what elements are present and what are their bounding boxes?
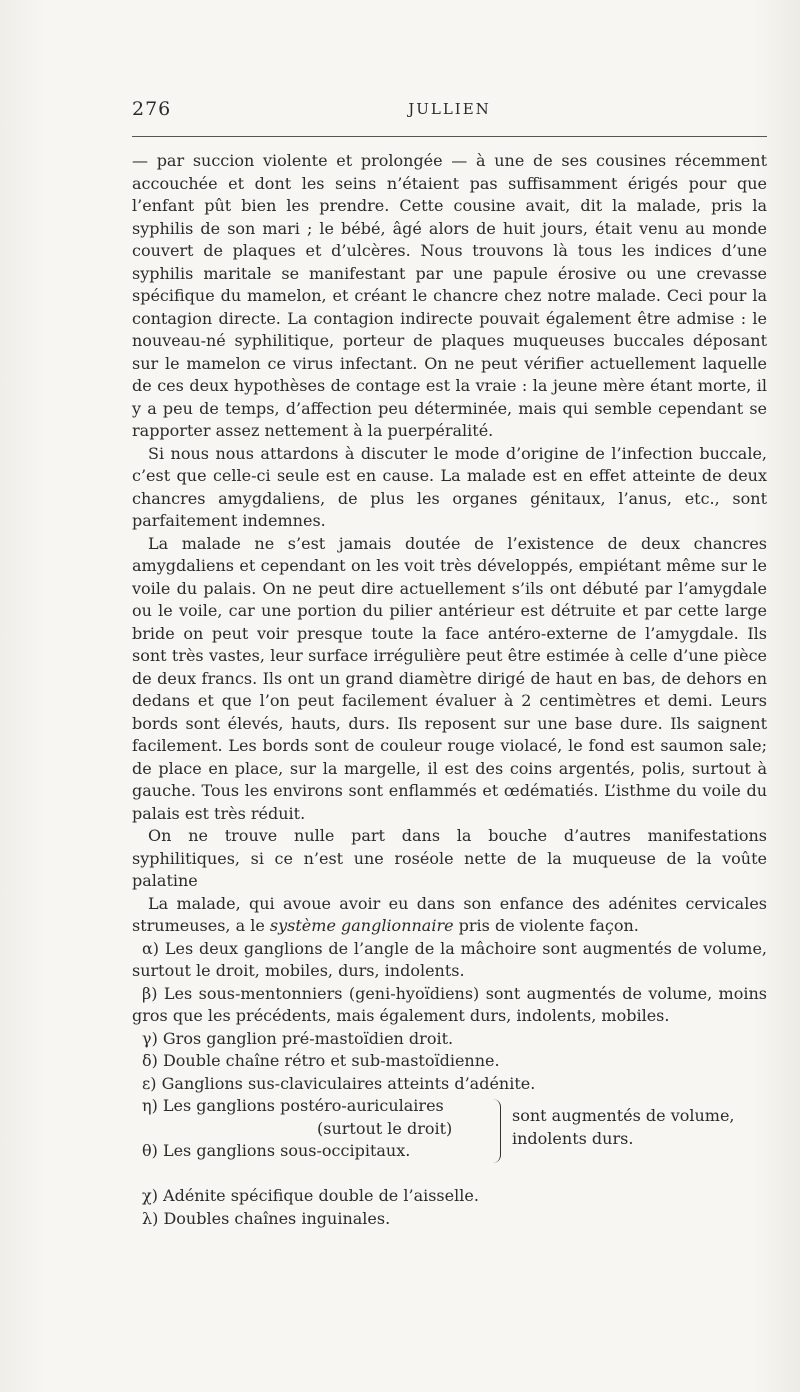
paragraph: Si nous nous attardons à discuter le mode d’origine de l’infection buccale, c’est que celle-ci seule est en cause. La malade est en effet atteinte de deux chancres amygdaliens, de plus les organes génitaux, l’anus, etc., sont parfaitement indemnes. bbox=[132, 443, 767, 530]
paragraph: — par succion violente et prolongée — à une de ses cousines récemment accouchée et dont les seins n’étaient pas suffisamment érigés pour que l’enfant pût bien les prendre. Cette cousine avait, dit la malade, pris la syphilis de son mari ; le bébé, âgé alors de huit jours, était venu au monde couvert de plaques et d’ulcères. Nous trouvons là tous les indices d’une syphilis maritale se manifestant par une papule érosive ou une crevasse spécifique du mamelon, et créant le chancre chez notre malade. Ceci pour la contagion directe. La contagion indirecte pouvait également être admise : le nouveau-né syphilitique, porteur de plaques muqueuses buccales déposant sur le mamelon ce virus infectant. On ne peut vérifier actuellement laquelle de ces deux hypothèses de contage est la vraie : la jeune mère étant morte, il y a peu de temps, d’affection peu déterminée, mais qui semble cependant se rapporter assez nettement à la puerpéralité. bbox=[132, 151, 767, 440]
braced-group-shared-text: sont augmentés de volume, indolents durs. bbox=[512, 1106, 735, 1148]
paragraph: On ne trouve nulle part dans la bouche d’autres manifestations syphilitiques, si ce n’est une roséole nette de la muqueuse de la voûte palatine bbox=[132, 826, 767, 890]
list-item: λ) Doubles chaînes inguinales. bbox=[142, 1208, 391, 1228]
braced-group bbox=[132, 1095, 767, 1185]
list-item: δ) Double chaîne rétro et sub-mastoïdienne. bbox=[142, 1051, 500, 1070]
list-item-continuation: (surtout le droit) bbox=[317, 1118, 453, 1138]
list-item: θ) Les ganglions sous-occipitaux. bbox=[142, 1141, 411, 1160]
list-item: ε) Ganglions sus-claviculaires atteints d’adénite. bbox=[142, 1073, 536, 1093]
list-item: α) Les deux ganglions de l’angle de la mâchoire sont augmentés de volume, surtout le droit, mobiles, durs, indolents. bbox=[132, 938, 767, 980]
list-item: η) Les ganglions postéro-auriculaires bbox=[142, 1096, 444, 1115]
page-header bbox=[132, 96, 767, 130]
body-text bbox=[132, 150, 767, 1230]
braced-group-items bbox=[132, 1095, 502, 1163]
paragraph: La malade ne s’est jamais doutée de l’existence de deux chancres amygdaliens et cependant on les voit très développés, empiétant même sur le voile du palais. On ne peut dire actuellement s’ils ont débuté par l’amygdale ou le voile, car une portion du pilier antérieur est détruite et par cette large bride on peut voir presque toute la face antéro-externe de l’amygdale. Ils sont très vastes, leur surface irrégulière peut être estimée à celle d’une pièce de deux francs. Ils ont un grand diamètre dirigé de haut en bas, de dehors en dedans et que l’on peut facilement évaluer à 2 centimètres et demi. Leurs bords sont élevés, hauts, durs. Ils reposent sur une base dure. Ils saignent facilement. Les bords sont de couleur rouge violacé, le fond est saumon sale; de place en place, sur la margelle, il est des coins argentés, polis, surtout à gauche. Tous les environs sont enflammés et œdématiés. L’isthme du voile du palais est très réduit. bbox=[132, 533, 767, 823]
paragraph-adenite bbox=[132, 893, 767, 938]
adenite-text-before: La malade, qui avoue avoir eu dans son enfance des adénites cervicales strumeuses, a le bbox=[132, 893, 767, 935]
list-item: χ) Adénite spécifique double de l’aisselle. bbox=[142, 1186, 479, 1205]
list-item: γ) Gros ganglion pré-mastoïdien droit. bbox=[142, 1028, 454, 1048]
ganglion-list bbox=[132, 938, 767, 1231]
header-rule bbox=[132, 136, 767, 137]
brace bbox=[490, 1099, 501, 1163]
adenite-italic-term: système ganglionnaire bbox=[269, 916, 454, 935]
list-item: β) Les sous-mentonniers (geni-hyoïdiens) sont augmentés de volume, moins gros que les précédents, mais également durs, indolents, mobiles. bbox=[132, 983, 767, 1025]
page-number: 276 bbox=[132, 98, 172, 120]
running-head: JULLIEN bbox=[408, 100, 491, 118]
adenite-text-after: pris de violente façon. bbox=[453, 916, 639, 935]
